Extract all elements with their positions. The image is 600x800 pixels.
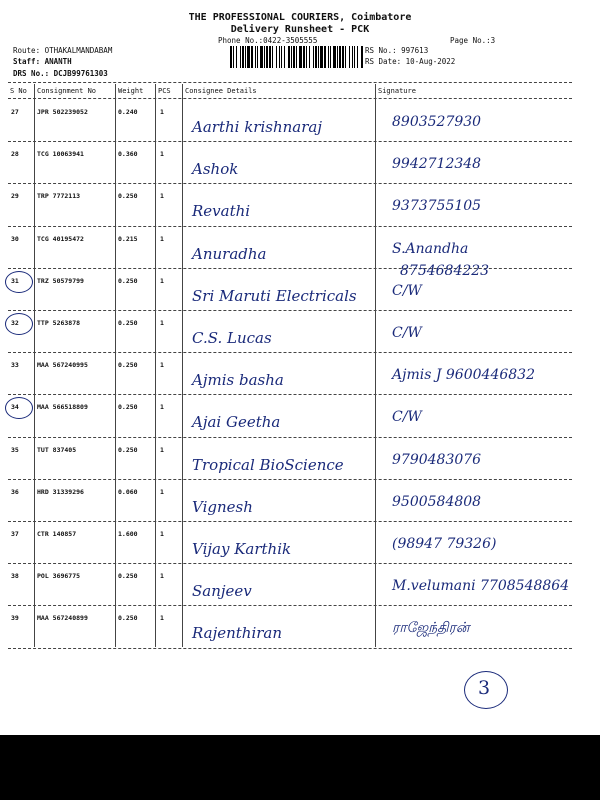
- row-consignment-no: MAA 566518809: [37, 403, 88, 412]
- row-pcs: 1: [160, 234, 164, 243]
- row-consignment-no: TCG 10063941: [37, 150, 84, 159]
- row-divider: [8, 479, 572, 480]
- row-sno: 35: [11, 445, 19, 454]
- row-sno: 33: [11, 361, 19, 370]
- col-header-consignment: Consignment No: [37, 87, 97, 95]
- row-divider: [8, 437, 572, 438]
- row-consignment-no: TRP 7772113: [37, 192, 81, 201]
- row-pcs: 1: [160, 403, 164, 412]
- row-weight: 0.250: [118, 361, 138, 370]
- row-consignee-name: Sanjeev: [192, 582, 252, 601]
- row-signature: (98947 79326): [392, 536, 497, 552]
- row-pcs: 1: [160, 150, 164, 159]
- row-sno: 31: [11, 276, 19, 285]
- row-pcs: 1: [160, 108, 164, 116]
- row-consignment-no: CTR 140857: [37, 530, 77, 538]
- row-weight: 0.250: [118, 192, 138, 201]
- row-sno: 28: [11, 150, 19, 159]
- row-divider: [8, 141, 572, 142]
- row-signature: C/W: [392, 409, 422, 426]
- row-consignment-no: TRZ 50579799: [37, 276, 84, 285]
- row-consignee-name: Ajai Geetha: [192, 413, 281, 432]
- drs-number: DRS No.: DCJB99761303: [13, 69, 108, 78]
- col-header-sno: S No: [10, 87, 27, 95]
- row-pcs: 1: [160, 445, 164, 454]
- row-weight: 1.600: [118, 530, 138, 538]
- row-consignment-no: TCG 40195472: [37, 234, 84, 243]
- scan-black-border: [0, 735, 600, 800]
- row-signature: ராஜேந்திரன்: [392, 620, 470, 637]
- row-weight: 0.360: [118, 150, 138, 159]
- document-title: Delivery Runsheet - PCK: [230, 24, 370, 35]
- row-consignee-name: Ajmis basha: [192, 371, 284, 390]
- row-consignment-no: MAA 567240995: [37, 361, 88, 370]
- col-header-consignee: Consignee Details: [185, 87, 257, 95]
- row-consignee-name: Ashok: [192, 160, 239, 179]
- row-consignee-name: Vijay Karthik: [192, 540, 292, 558]
- row-weight: 0.060: [118, 487, 138, 496]
- row-signature: M.velumani 7708548864: [392, 578, 570, 595]
- route-label: Route: OTHAKALMANDABAM: [13, 46, 113, 55]
- row-weight: 0.250: [118, 614, 138, 623]
- col-header-signature: Signature: [378, 87, 416, 95]
- row-pcs: 1: [160, 572, 164, 581]
- row-weight: 0.240: [118, 108, 138, 116]
- barcode-image: [230, 46, 364, 68]
- row-sno: 38: [11, 572, 19, 581]
- row-consignee-name: Sri Maruti Electricals: [192, 286, 357, 305]
- row-pcs: 1: [160, 276, 164, 285]
- rs-number: RS No.: 997613: [365, 46, 429, 55]
- row-consignment-no: JPR 502239052: [37, 108, 88, 116]
- row-consignment-no: POL 3696775: [37, 572, 81, 581]
- row-signature: 9500584808: [392, 493, 482, 510]
- row-pcs: 1: [160, 530, 164, 538]
- col-header-weight: Weight: [118, 87, 144, 95]
- rs-date: RS Date: 10-Aug-2022: [365, 57, 456, 66]
- sno-circle: [5, 271, 33, 293]
- row-weight: 0.250: [118, 445, 138, 454]
- sno-circle: [5, 313, 33, 335]
- row-divider: [8, 394, 572, 395]
- row-sno: 30: [11, 234, 19, 243]
- row-divider: [8, 563, 572, 564]
- page-number: Page No.:3: [450, 36, 496, 45]
- row-consignment-no: TTP 5263878: [37, 319, 81, 327]
- row-sno: 29: [11, 192, 19, 201]
- staff-label: Staff: ANANTH: [13, 57, 72, 66]
- row-signature: 9942712348: [392, 156, 482, 173]
- row-pcs: 1: [160, 487, 164, 496]
- row-sno: 27: [11, 108, 19, 116]
- row-weight: 0.250: [118, 403, 138, 412]
- row-consignment-no: HRD 31339296: [37, 487, 84, 496]
- row-weight: 0.250: [118, 319, 138, 327]
- row-pcs: 1: [160, 614, 164, 623]
- row-weight: 0.250: [118, 276, 138, 285]
- row-divider: [8, 226, 572, 227]
- row-signature: Ajmis J 9600446832: [392, 367, 535, 384]
- row-signature: 9373755105: [392, 198, 482, 215]
- row-sno: 37: [11, 530, 19, 538]
- row-consignee-name: Anuradha: [192, 244, 267, 263]
- row-consignment-no: TUT 837405: [37, 445, 77, 454]
- row-signature: C/W: [392, 282, 422, 299]
- row-weight: 0.215: [118, 234, 138, 243]
- row-signature: S.Anandha: [392, 240, 469, 257]
- row-consignee-name: Aarthi krishnaraj: [192, 118, 322, 136]
- row-divider: [8, 352, 572, 353]
- sno-circle: [5, 397, 33, 419]
- row-signature: 8903527930: [392, 114, 482, 130]
- col-header-pcs: PCS: [158, 87, 171, 95]
- row-pcs: 1: [160, 319, 164, 327]
- row-sno: 36: [11, 487, 19, 496]
- page-mark: 3: [478, 677, 491, 699]
- phone-number: Phone No.:0422-3505555: [218, 36, 318, 45]
- row-divider: [8, 605, 572, 606]
- row-weight: 0.250: [118, 572, 138, 581]
- company-name: THE PROFESSIONAL COURIERS, Coimbatore: [188, 12, 412, 23]
- row-sno: 34: [11, 403, 19, 412]
- row-pcs: 1: [160, 192, 164, 201]
- row-pcs: 1: [160, 361, 164, 370]
- row-sno: 32: [11, 319, 19, 327]
- row-consignee-name: C.S. Lucas: [192, 329, 272, 347]
- row-divider: [8, 521, 572, 522]
- row-consignee-name: Rajenthiran: [192, 624, 283, 643]
- header-bottom-rule: [8, 98, 572, 99]
- row-consignee-name: Vignesh: [192, 497, 253, 516]
- row-signature: 9790483076: [392, 451, 482, 468]
- row-divider: [8, 648, 572, 649]
- row-signature: C/W: [392, 325, 422, 341]
- row-consignment-no: MAA 567240899: [37, 614, 88, 623]
- row-consignee-name: Tropical BioScience: [192, 455, 344, 474]
- row-phone-note: 8754684223: [400, 262, 490, 279]
- row-consignee-name: Revathi: [192, 202, 251, 221]
- row-divider: [8, 310, 572, 311]
- row-divider: [8, 183, 572, 184]
- row-sno: 39: [11, 614, 19, 623]
- header-top-rule: [8, 82, 572, 83]
